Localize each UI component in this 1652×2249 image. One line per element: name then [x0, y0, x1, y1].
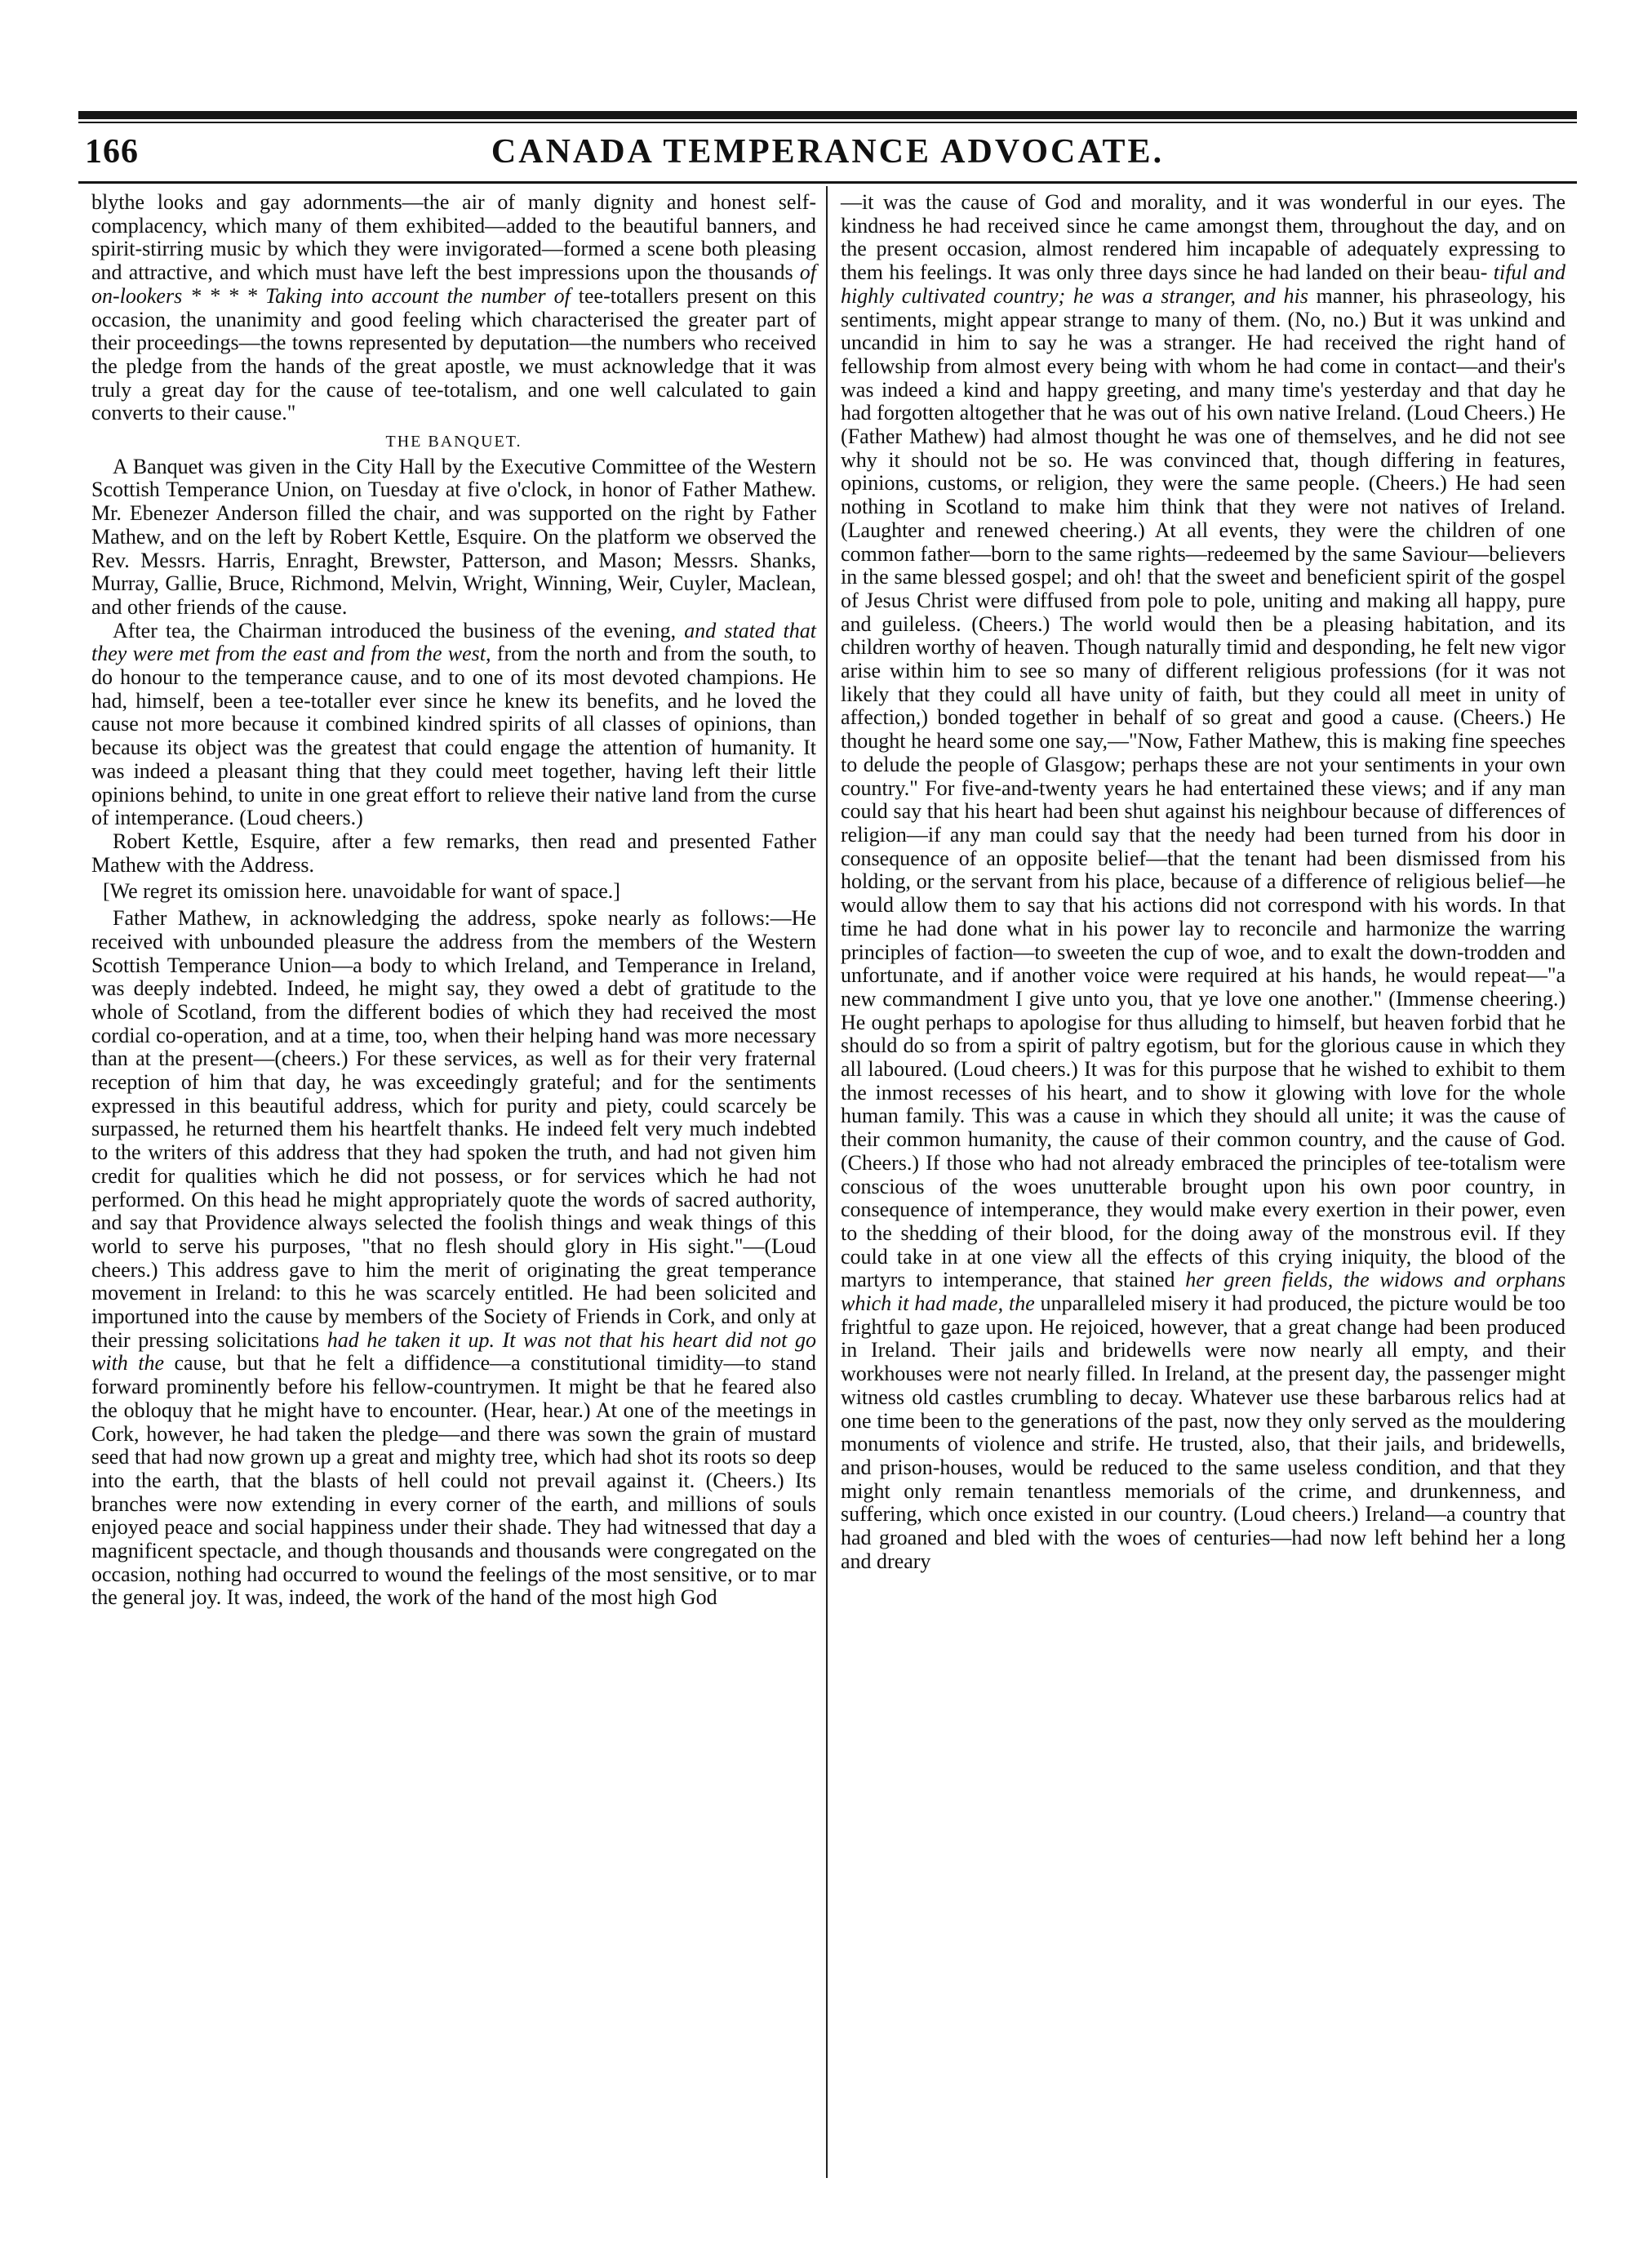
- text-run: manner, his phraseology, his sentiments, might appear strange to many of them. (No, no.) But it was unkind and uncandid in him to say he was a stranger. He had received the right hand of fellowship from almost every being with whom he had come in contact—and their's was indeed a kind and happy greeting, and many time's yesterday and that day he had forgotten altogether that he was out of his own native Ireland. (Loud Cheers.) He (Father Mathew) had almost thought he was one of themselves, and he did not see why it should not be so. He was convinced that, though differing in features, opinions, customs, or religion, they were the same people. (Cheers.) He had seen nothing in Scotland to make him think that they were not natives of Ireland. (Laughter and renewed cheering.) At all events, they were the children of one common father—born to the same rights—redeemed by the same Saviour—believers in the same blessed gospel; and oh! that the sweet and beneficient spirit of the gospel of Jesus Christ were diffused from pole to pole, uniting and making all happy, pure and guileless. (Cheers.) The world would then be a pleasing habitation, and its children worthy of heaven. Though naturally timid and desponding, he felt new vigor arise within him to see so many of different religious professions (for it was not likely that they could all have unity of faith, but they could all meet in unity of affection,) bonded together in behalf of so great and good a cause. (Cheers.) He thought he heard some one say,—"Now, Father Mathew, this is making fine speeches to delude the people of Glasgow; perhaps these are not your sentiments in your own country." For five-and-twenty years he had entertained these views; and if any man could say that his heart had been shut against his neighbour because of differences of religion—if any man could say that the needy had been turned from his door in consequence of an opposite belief—that the tenant had been dismissed from his holding, or the servant from his place, because of a difference of religious belief—he would allow them to say that his actions did not correspond with his words. In that time he had done what in his power lay to reconcile and harmonize the warring principles of faction—to sweeten the cup of woe, and to exalt the down-trodden and unfortunate, and if another voice were required at his hands, he would repeat—"a new commandment I give unto you, that ye love one another." (Immense cheering.) He ought perhaps to apologise for thus alluding to himself, but heaven forbid that he should do so from a spirit of paltry egotism, but for the glorious cause in which they all laboured. (Loud cheers.) It was for this purpose that he wished to exhibit to them the inmost recesses of his heart, and to show it glowing with love for the whole human family. This was a cause in which they should all unite; it was the cause of their common humanity, the cause of their common country, and the cause of God. (Cheers.) If those who had not already embraced the principles of tee-totalism were conscious of the woes unutterable brought upon his own poor country, in consequence of intemperance, they would make every exertion in their power, even to the shedding of their blood, for the doing away of the monstrous evil. If they could take in at one view all the effects of this crying iniquity, the blood of the martyrs to intemperance, that stained: [841, 283, 1565, 1292]
- section-heading: THE BANQUET.: [385, 433, 522, 451]
- italic-text-run: of on-lookers * * * * Taking into account the number of: [91, 260, 816, 308]
- column-divider: [826, 186, 828, 2178]
- text-run: cause, but that he felt a diffidence—a constitutional timidity—to stand forward prominently before his fellow-countrymen. It might be that he feared also the obloquy that he might have to encounter. (Hear, hear.) At one of the meetings in Cork, however, he had taken the pledge—and there was sown the grain of mustard seed that had now grown up a great and mighty tree, which had shot its roots so deep into the earth, that the blasts of hell could not prevail against it. (Cheers.) Its branches were now extending in every corner of the earth, and millions of souls enjoyed peace and social happiness under their shade. They had witnessed that day a magnificent spectacle, and though thousands and thousands were congregated on the occasion, nothing had occurred to wound the feelings of the most sensitive, or to mar the general joy. It was, indeed, the work of the hand of the most high God: [91, 1351, 816, 1610]
- text-run: blythe looks and gay adornments—the air of manly dignity and honest self-complacency, which many of them exhibited—added to the beautiful banners, and spirit-stirring music by which they were invigorated—formed a scene both pleasing and attractive, and which must have left the best impressions upon the thousands: [91, 190, 816, 285]
- journal-title: CANADA TEMPERANCE ADVOCATE.: [491, 133, 1165, 171]
- article-paragraph: [91, 620, 816, 830]
- text-run: tee-totallers present on this occasion, the unanimity and good feeling which characterised the greater part of their proceedings—the towns represented by deputation—the numbers who received the pledge from the hands of the great apostle, we must acknowledge that it was truly a great day for the cause of tee-totalism, and one well calculated to gain converts to their cause.": [91, 283, 817, 425]
- article-paragraph: [91, 907, 816, 1610]
- editorial-note: [We regret its omission here. unavoidable for want of space.]: [103, 879, 620, 904]
- text-run: —it was the cause of God and morality, and it was wonderful in our eyes. The kindness he had received since he came amongst them, throughout the day, and on the present occasion, almost rendered him incapable of adequately expressing to them his feelings. It was only three days since he had landed on their beau-: [841, 190, 1565, 285]
- left-column: [91, 191, 816, 1610]
- top-border-rule: [78, 111, 1577, 119]
- text-run: After tea, the Chairman introduced the business of the evening,: [113, 618, 677, 642]
- text-run: unparalleled misery it had produced, the picture would be too frightful to gaze upon. He rejoiced, however, that a great change had been produced in Ireland. Their jails and bridewells were now nearly all empty, and their workhouses were not nearly filled. In Ireland, at the present day, the passenger might witness old castles crumbling to decay. Whatever use these barbarous relics had at one time been to the generations of the past, now they only served as the mouldering monuments of violence and strife. He trusted, also, that their jails, and bridewells, and prison-houses, would be reduced to the same useless condition, and that they might only remain tenantless memorials of the crime, and drunkenness, and suffering, which once existed in our country. (Loud cheers.) Ireland—a country that had groaned and bled with the woes of centuries—had now left behind her a long and dreary: [841, 1291, 1565, 1573]
- italic-text-run: tiful and highly cultivated country; he was a stranger, and his: [841, 260, 1565, 308]
- text-run: from the north and from the south, to do honour to the temperance cause, and to one of its most devoted champions. He had, himself, been a tee-totaller ever since he knew its benefits, and he loved the cause not more because it combined kindred spirits of all classes of opinions, than because its object was the greatest that could engage the attention of humanity. It was indeed a pleasant thing that they could meet together, having left their little opinions behind, to unite in one great effort to relieve their native land from the curse of intemperance. (Loud cheers.): [91, 642, 816, 830]
- italic-text-run: had he taken it up. It was not that his heart did not go with the: [91, 1327, 816, 1376]
- text-run: Father Mathew, in acknowledging the address, spoke nearly as follows:—He received with unbounded pleasure the address from the members of the Western Scottish Temperance Union—a body to which Ireland, and Temperance in Ireland, was deeply indebted. Indeed, he might say, they owed a debt of gratitude to the whole of Scotland, from the different bodies of which they had received the most cordial co-operation, and at a time, too, when their helping hand was more necessary than at the present—(cheers.) For these services, as well as for their very fraternal reception of him that day, he was exceedingly grateful; and for the sentiments expressed in this beautiful address, which for purity and piety, could scarcely be surpassed, he returned them his heartfelt thanks. He indeed felt very much indebted to the writers of this address that they had spoken the truth, and had not given him credit for qualities which he did not possess, or for services which he had not performed. On this head he might appropriately quote the words of sacred authority, and say that Providence always selected the foolish things and weak things of this world to serve his purposes, "that no flesh should glory in His sight."—(Loud cheers.) This address gave to him the merit of originating the great temperance movement in Ireland: to this he was scarcely entitled. He had been solicited and importuned into the cause by members of the Society of Friends in Cork, and only at their pressing solicitations: [91, 906, 816, 1352]
- italic-text-run: her green fields, the widows and orphans which it had made, the: [841, 1268, 1566, 1316]
- right-column: [841, 191, 1565, 1573]
- article-paragraph: Robert Kettle, Esquire, after a few remarks, then read and presented Father Mathew with the Address.: [91, 829, 816, 877]
- page-header: [78, 127, 1577, 178]
- article-paragraph: [841, 191, 1565, 1573]
- page-number: 166: [85, 133, 139, 171]
- article-paragraph: [91, 191, 816, 425]
- article-paragraph: A Banquet was given in the City Hall by the Executive Committee of the Western Scottish Temperance Union, on Tuesday at five o'clock, in honor of Father Mathew. Mr. Ebenezer Anderson filled the chair, and was supported on the right by Father Mathew, and on the left by Robert Kettle, Esquire. On the platform we observed the Rev. Messrs. Harris, Enraght, Brewster, Patterson, and Mason; Messrs. Shanks, Murray, Gallie, Bruce, Richmond, Melvin, Wright, Winning, Weir, Cuyler, Maclean, and other friends of the cause.: [91, 454, 816, 619]
- top-border-rule-thin: [78, 122, 1577, 123]
- header-rule: [78, 181, 1577, 184]
- italic-text-run: and stated that they were met from the east and from the west,: [91, 618, 817, 666]
